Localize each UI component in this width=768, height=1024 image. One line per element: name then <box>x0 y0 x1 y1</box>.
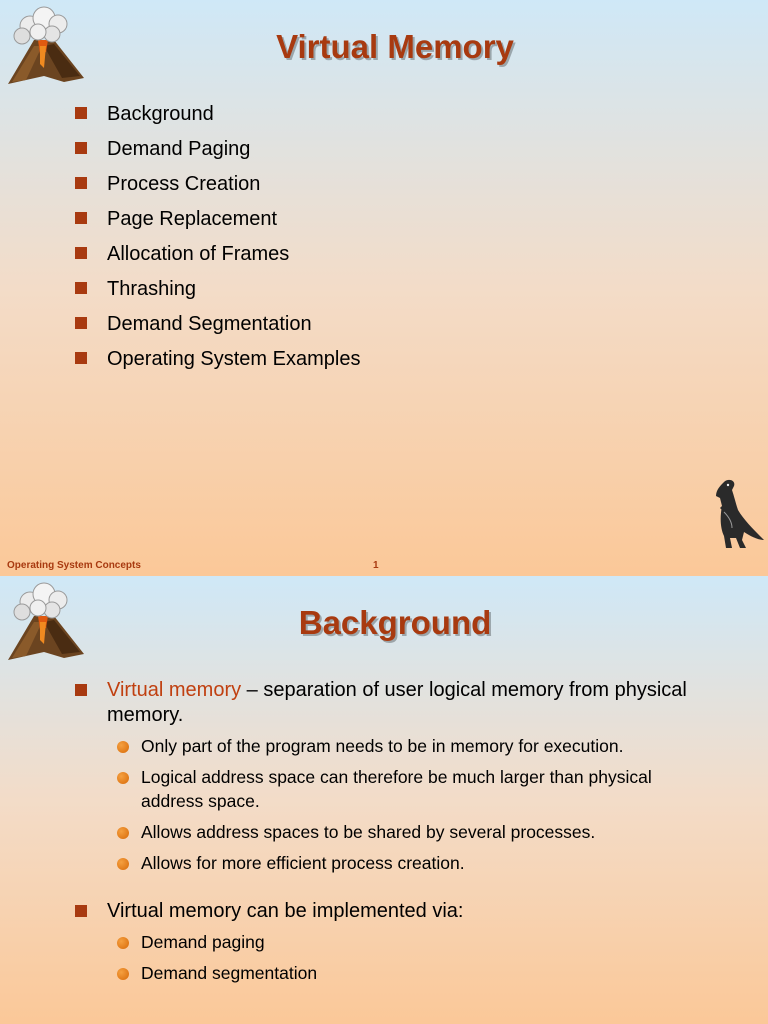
bullet-square-icon <box>75 684 87 696</box>
sub-list-item: Only part of the program needs to be in memory for execution. <box>107 734 715 758</box>
bullet-square-icon <box>75 282 87 294</box>
sub-list-item: Allows for more efficient process creation. <box>107 851 715 875</box>
slide-title: Virtual Memory <box>276 28 514 65</box>
sub-list-item: Demand segmentation <box>107 961 715 985</box>
list-item: Demand Segmentation <box>75 312 360 347</box>
list-item: Thrashing <box>75 277 360 312</box>
page-number: 1 <box>373 560 379 571</box>
sub-list <box>107 734 715 875</box>
bullet-dot-icon <box>117 858 129 870</box>
bullet-dot-icon <box>117 827 129 839</box>
list-item: Demand Paging <box>75 137 360 172</box>
bullet-square-icon <box>75 212 87 224</box>
bullet-dot-icon <box>117 772 129 784</box>
bullet-square-icon <box>75 905 87 917</box>
slide-background <box>0 576 768 1024</box>
sub-list-item: Logical address space can therefore be much larger than physical address space. <box>107 765 715 813</box>
list-item: Virtual memory can be implemented via: Demand paging Demand segmentation <box>75 899 715 985</box>
dinosaur-icon <box>710 476 766 554</box>
sub-list <box>107 930 715 985</box>
bullet-dot-icon <box>117 968 129 980</box>
list-item: Allocation of Frames <box>75 242 360 277</box>
list-item: Background <box>75 102 360 137</box>
bullet-dot-icon <box>117 741 129 753</box>
topic-list <box>75 102 360 382</box>
bullet-square-icon <box>75 317 87 329</box>
bullet-square-icon <box>75 107 87 119</box>
bullet-square-icon <box>75 177 87 189</box>
sub-list-item: Demand paging <box>107 930 715 954</box>
slide-title: Background <box>298 604 492 641</box>
list-item: Virtual memory – separation of user logical memory from physical memory. Only part of the program needs to be in memory for execution. Logical address space can therefore be much larger than physical address space. Allows address spaces to be shared by several processes. Allows for more efficient process creation. <box>75 678 715 875</box>
bullet-square-icon <box>75 247 87 259</box>
bullet-dot-icon <box>117 937 129 949</box>
sub-list-item: Allows address spaces to be shared by several processes. <box>107 820 715 844</box>
content-list <box>75 678 715 992</box>
list-item: Process Creation <box>75 172 360 207</box>
list-item: Page Replacement <box>75 207 360 242</box>
bullet-square-icon <box>75 142 87 154</box>
bullet-square-icon <box>75 352 87 364</box>
highlighted-term: Virtual memory <box>107 679 242 701</box>
list-item: Operating System Examples <box>75 347 360 382</box>
footer-course-title: Operating System Concepts <box>7 560 141 571</box>
